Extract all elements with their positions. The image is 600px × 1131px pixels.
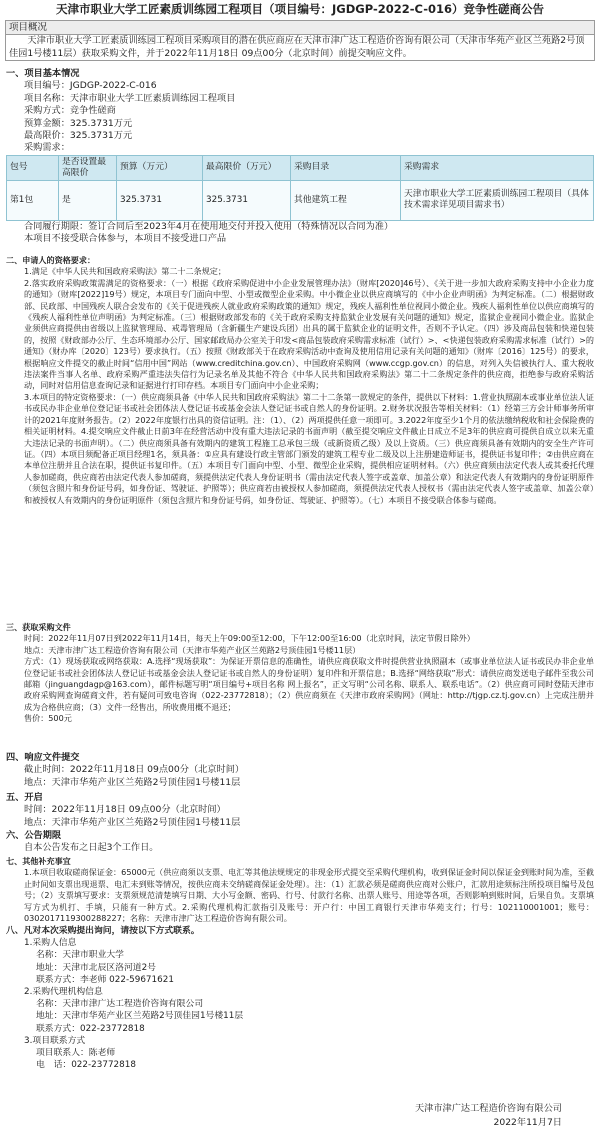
page-title: 天津市职业大学工匠素质训练园工程项目（项目编号：JGDGP-2022-C-016）竞争性磋商公告 xyxy=(56,2,544,16)
lot-header-cell: 包号 xyxy=(7,155,59,180)
section-basic-info xyxy=(6,68,594,246)
procurement-method: 采购方式：竞争性磋商 xyxy=(24,105,116,117)
submission-deadline: 截止时间：2022年11月18日 09点00分（北京时间） xyxy=(24,764,245,776)
notice-period-text: 自本公告发布之日起3个工作日。 xyxy=(24,842,159,854)
project-number: 项目编号：JGDGP-2022-C-016 xyxy=(24,80,157,92)
lot-cell: 第1包 xyxy=(7,180,59,220)
agent-heading: 2.采购代理机构信息 xyxy=(24,987,103,998)
section-heading: 六、公告期限 xyxy=(6,830,62,841)
lot-cell: 325.3731 xyxy=(203,180,291,220)
opening-place: 地点：天津市华苑产业区兰苑路2号顶佳园1号楼11层 xyxy=(24,816,241,828)
lot-cell: 是 xyxy=(59,180,117,220)
section-obtain-documents xyxy=(6,622,594,725)
section-heading: 五、开启 xyxy=(6,792,43,803)
lot-header-cell: 采购需求 xyxy=(401,155,594,180)
lot-header-cell: 采购目录 xyxy=(291,155,401,180)
section-submission xyxy=(6,752,594,789)
qualification-item: 3.本项目的特定资格要求：（一）供应商须具备《中华人民共和国政府采购法》第二十二条第一款规定的条件，提供以下材料：1.营业执照副本或事业单位法人证书或民办非企业单位登记证书或社会团体法人登记证书或基金会法人登记证书或自然人的身份证明。2.财务状况报告等相关材料：（1）经第三方会计师事务所审计的2021年度财务报告。（2）2022年度银行出具的资信证明。注：（1）、（2）两项提供任意一项即可。3.2022年度至少1个月的依法缴纳税收和社会保险费的相关证明材料。4.提交响应文件截止日前3年在经营活动中没有重大违法记录的书面声明（截至提交响应文件截止日成立不足3年的供应商可提供自成立以来无重大违法记录的书面声明）。（二）供应商须具备有效期内的建筑工程施工总承包三级（或新资质乙级）及以上资质。（三）供应商须具备有效期内的安全生产许可证。（四）本项目须配备正项目经理1名，须具备：①应具有建设行政主管部门颁发的建筑工程专业二级及以上注册建造师证书，提供证书复印件；②由供应商在本单位注册并且合法在职，提供证书复印件。（五）本项目专门面向中型、小型、微型企业采购，提供相应证明材料。（六）供应商须由法定代表人或其委托代理人参加磋商，供应商若由法定代表人参加磋商，须提供法定代表人身份证明书（需由法定代表人签字或盖章、加盖公章）和法定代表人有效期内的身份证明原件（须包含照片和身份证号码，如身份证、驾驶证、护照等）；供应商若由被授权人参加磋商，须提供法定代表人授权书（需由法定代表人签字或盖章、加盖公章）和被授权人有效期内的身份证明原件（须包含照片和身份证号码，如身份证、驾驶证、护照等）。（七）本项目不接受联合体参与磋商。 xyxy=(24,391,594,505)
project-name: 项目名称：天津市职业大学工匠素质训练园工程项目 xyxy=(24,92,236,104)
needs-label: 采购需求： xyxy=(24,142,70,154)
lot-table xyxy=(6,155,594,221)
supplementary-text: 1.本项目收取磋商保证金：65000元（供应商须以支票、电汇等其他法规规定的非现金形式提交至采购代理机构，收到保证金时间以保证金到账时间为准，至截止时间如支票出现退票、电汇未到账等情况，按供应商未交纳磋商保证金处理）。注：（1）汇款必须是磋商供应商对公账户，汇款用途须标注所投项目编号及包号；（2）支票填写要求：支票须规范清楚填写日期、大小写金额、密码、行号、付款行名称、出票人账号、用途等各项，否则影响到账时间，后果自负。支票填写方式为机打、手填，只能有一种方式。2.采购代理机构汇款指引及账号：开户行：中国工商银行天津市华苑支行；行号：102110001001；账号：0302017119300288227；名称：天津市津广达工程造价咨询有限公司。 xyxy=(24,867,594,924)
section-heading: 七、其他补充事宜 xyxy=(6,856,71,866)
buyer-name: 名称：天津市职业大学 xyxy=(36,950,124,961)
lot-header-cell: 最高限价（万元） xyxy=(203,155,291,180)
section-heading: 四、响应文件提交 xyxy=(6,752,80,763)
section-supplementary xyxy=(6,856,594,924)
section-opening xyxy=(6,792,594,829)
signature-date: 2022年11月7日 xyxy=(493,1117,562,1128)
buyer-address: 地址：天津市北辰区洛河道2号 xyxy=(36,962,156,973)
section-heading: 三、获取采购文件 xyxy=(6,622,71,632)
budget-amount: 预算金额：325.3731万元 xyxy=(24,117,133,129)
signature-org: 天津市津广达工程造价咨询有限公司 xyxy=(415,1103,562,1114)
section-notice-period xyxy=(6,830,594,855)
consortium-note: 本项目不接受联合体参与，本项目不接受进口产品 xyxy=(24,233,227,245)
max-price: 最高限价：325.3731万元 xyxy=(24,130,133,142)
section-heading: 一、项目基本情况 xyxy=(6,68,80,79)
table-row xyxy=(7,180,594,220)
qualification-item: 2.落实政府采购政策需满足的资格要求：（一）根据《政府采购促进中小企业发展管理办法》（财库[2020]46号）、《关于进一步加大政府采购支持中小企业力度的通知》（财库[2022]19号）规定，本项目专门面向中型、小型或微型企业采购。中小微企业以供应商填写的《中小企业声明函》为判定标准。（二）根据财政部、民政部、中国残疾人联合会发布的《关于促进残疾人就业政府采购政策的通知》规定，残疾人福利性单位视同小微企业。残疾人福利性单位以供应商填写的《残疾人福利性单位声明函》为判定标准。（三）根据财政部发布的《关于政府采购支持监狱企业发展有关问题的通知》规定，监狱企业视同小微企业。监狱企业须供应商提供由省级以上监狱管理局、戒毒管理局（含新疆生产建设兵团）出具的属于监狱企业的证明文件，否则不予认定。（四）涉及商品包装和快递包装的，按照《财政部办公厅、生态环境部办公厅、国家邮政局办公室关于印发<商品包装政府采购需求标准（试行）>、<快递包装政府采购需求标准（试行）>的通知》（财办库〔2020〕123号）要求执行。（五）按照《财政部关于在政府采购活动中查询及使用信用记录有关问题的通知》（财库〔2016〕125号）的要求，根据响应文件提交的截止时间“信用中国”网站（www.creditchina.gov.cn）、中国政府采购网（www.ccgp.gov.cn）的信息，对列入失信被执行人、重大税收违法案件当事人名单、政府采购严重违法失信行为记录名单及其他不符合《中华人民共和国政府采购法》第二十二条规定条件的供应商，拒绝参与政府采购活动，同时对信用信息查询记录和证据进行打印存档。本项目专门面向中小企业采购； xyxy=(24,277,594,391)
lot-cell: 325.3731 xyxy=(117,180,203,220)
project-contact-person: 项目联系人：陈老师 xyxy=(36,1048,116,1059)
lot-cell: 其他建筑工程 xyxy=(291,180,401,220)
qualification-item: 1.满足《中华人民共和国政府采购法》第二十二条规定； xyxy=(24,266,226,277)
obtain-place: 地点：天津市津广达工程造价咨询有限公司（天津市华苑产业区兰苑路2号顶佳园1号楼11层） xyxy=(24,644,361,655)
agent-contact: 联系方式：022-23772818 xyxy=(36,1023,145,1034)
overview-heading: 项目概况 xyxy=(6,21,594,35)
project-overview-box xyxy=(5,20,595,61)
lot-table-header xyxy=(7,155,594,180)
overview-text: 天津市职业大学工匠素质训练园工程项目采购项目的潜在供应商应在天津市津广达工程造价咨询有限公司（天津市华苑产业区兰苑路2号顶佳园1号楼11层）获取采购文件，并于2022年11月18日 09点00分（北京时间）前提交响应文件。 xyxy=(9,35,585,59)
section-qualifications xyxy=(6,255,594,506)
contract-term: 合同履行期限：签订合同后至2023年4月在使用地交付并投入使用（特殊情况以合同为准） xyxy=(24,220,394,232)
buyer-contact: 联系方式：李老师 022-59671621 xyxy=(36,974,174,985)
obtain-method: 方式：（1）现场获取或网络获取：A.选择“现场获取”：为保证开票信息的准确性，请供应商获取文件时提供营业执照副本（或事业单位法人证书或民办非企业单位登记证书或社会团体法人登记证书或基金会法人登记证书或自然人的身份证明）复印件和开票信息；B.选择“网络获取”形式：请供应商发送电子邮件至我公司邮箱（jinguangdagp@163.com），邮件标题写明“项目编号+项目名称 网上报名”，正文写明“公司名称、联系人、联系电话”。（2）供应商可同时登陆天津市政府采购网查询磋商文件，若有疑问可致电咨询（022-23772818）；（2）供应商须在《天津市政府采购网》（网址：http://tjgp.cz.tj.gov.cn）上完成注册并成为合格供应商；（3）文件一经售出，所收费用概不退还； xyxy=(24,656,594,712)
lot-cell: 天津市职业大学工匠素质训练园工程项目（具体技术需求详见项目需求书） xyxy=(401,180,594,220)
agent-address: 地址：天津市华苑产业区兰苑路2号顶佳园1号楼11层 xyxy=(36,1011,244,1022)
project-contact-phone: 电 话：022-23772818 xyxy=(36,1060,136,1071)
opening-time: 时间：2022年11月18日 09点00分（北京时间） xyxy=(24,804,226,816)
section-contacts xyxy=(6,925,594,1071)
buyer-heading: 1.采购人信息 xyxy=(24,938,77,949)
document-price: 售价：500元 xyxy=(24,713,72,724)
lot-header-cell: 预算（万元） xyxy=(117,155,203,180)
section-heading: 八、凡对本次采购提出询问，请按以下方式联系。 xyxy=(6,926,200,936)
submission-place: 地点：天津市华苑产业区兰苑路2号顶佳园1号楼11层 xyxy=(24,776,241,788)
agent-name: 名称：天津市津广达工程造价咨询有限公司 xyxy=(36,999,204,1010)
lot-header-cell: 是否设置最高限价 xyxy=(59,155,117,180)
section-heading: 二、申请人的资格要求： xyxy=(6,255,96,265)
obtain-time: 时间：2022年11月07日到2022年11月14日，每天上午09:00至12:00，下午12:00至16:00（北京时间，法定节假日除外） xyxy=(24,633,475,644)
project-contact-heading: 3.项目联系方式 xyxy=(24,1035,86,1046)
